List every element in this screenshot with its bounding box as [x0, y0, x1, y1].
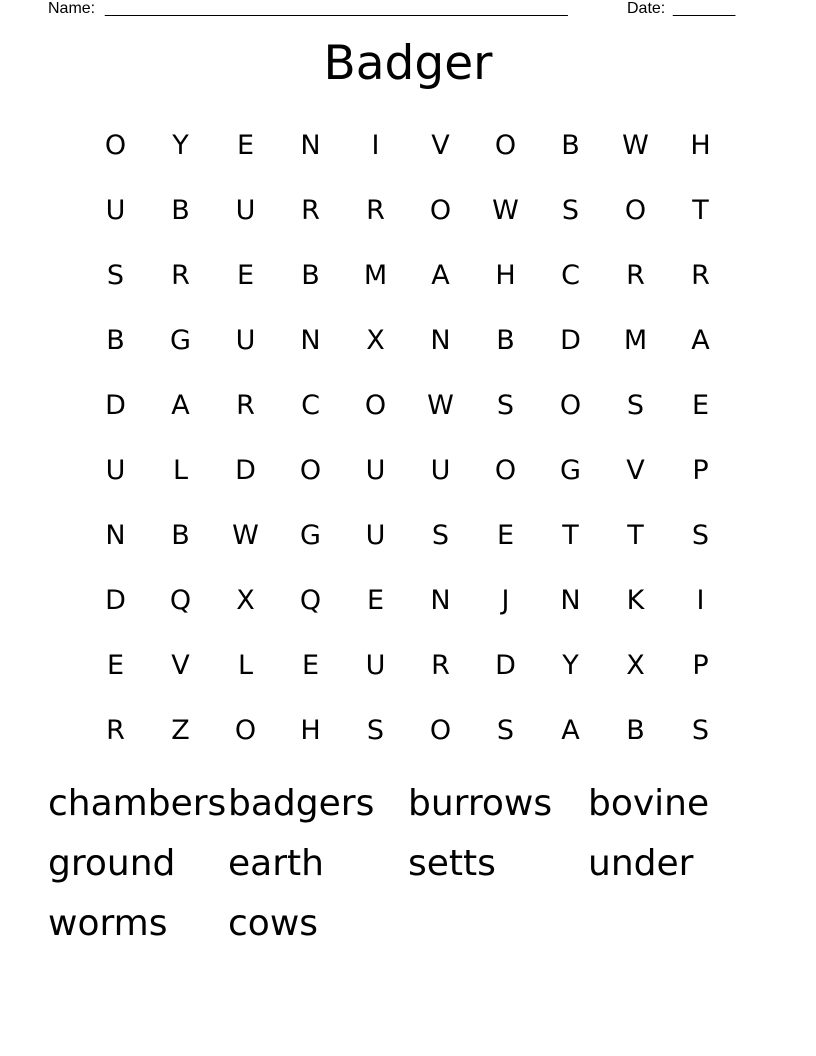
grid-letter: U	[235, 195, 256, 226]
grid-letter: E	[236, 130, 255, 161]
grid-letter: G	[170, 325, 191, 356]
grid-letter: A	[691, 325, 710, 356]
word-list-item: ground	[48, 843, 176, 884]
grid-letter: Z	[171, 715, 190, 746]
grid-letter: U	[105, 195, 126, 226]
worksheet-header	[48, 0, 748, 20]
grid-letter: D	[105, 585, 126, 616]
grid-letter: E	[236, 260, 255, 291]
grid-letter: S	[626, 390, 645, 421]
grid-letter: B	[106, 325, 125, 356]
grid-letter: O	[234, 715, 257, 746]
word-list-item: badgers	[228, 783, 375, 824]
grid-letter: R	[236, 390, 255, 421]
grid-letter: X	[366, 325, 385, 356]
word-list-item: cows	[228, 903, 319, 944]
grid-letter: O	[104, 130, 127, 161]
grid-letter: A	[431, 260, 450, 291]
grid-letter: O	[494, 130, 517, 161]
grid-letter: M	[623, 325, 648, 356]
grid-letter: O	[429, 715, 452, 746]
word-list-item: setts	[408, 843, 496, 884]
name-label: Name:	[48, 0, 96, 17]
grid-letter: D	[105, 390, 126, 421]
grid-letter: O	[364, 390, 387, 421]
grid-letter: Y	[562, 650, 579, 681]
grid-letter: I	[696, 585, 705, 616]
grid-letter: L	[237, 650, 254, 681]
grid-letter: D	[495, 650, 516, 681]
grid-letter: S	[496, 715, 515, 746]
grid-letter: R	[301, 195, 320, 226]
date-label: Date:	[627, 0, 666, 17]
grid-letter: Y	[172, 130, 189, 161]
grid-letter: A	[561, 715, 580, 746]
grid-letter: U	[365, 455, 386, 486]
grid-letter: D	[235, 455, 256, 486]
grid-letter: R	[691, 260, 710, 291]
grid-letter: O	[299, 455, 322, 486]
grid-letter: E	[301, 650, 320, 681]
grid-letter: B	[561, 130, 580, 161]
grid-letter: X	[236, 585, 255, 616]
grid-letter: E	[366, 585, 385, 616]
grid-letter: H	[690, 130, 711, 161]
grid-letter: B	[171, 195, 190, 226]
grid-letter: S	[431, 520, 450, 551]
grid-letter: E	[496, 520, 515, 551]
letter-grid	[83, 113, 733, 763]
grid-letter: R	[431, 650, 450, 681]
grid-letter: G	[300, 520, 321, 551]
word-list-item: bovine	[588, 783, 710, 824]
grid-letter: N	[300, 325, 321, 356]
grid-letter: C	[301, 390, 320, 421]
grid-letter: N	[430, 325, 451, 356]
grid-letter: W	[492, 195, 519, 226]
grid-letter: O	[494, 455, 517, 486]
grid-letter: L	[172, 455, 189, 486]
grid-letter: G	[560, 455, 581, 486]
grid-letter: B	[171, 520, 190, 551]
grid-letter: D	[560, 325, 581, 356]
grid-letter: S	[106, 260, 125, 291]
grid-letter: O	[624, 195, 647, 226]
grid-letter: P	[692, 455, 709, 486]
grid-letter: V	[626, 455, 645, 486]
grid-letter: N	[560, 585, 581, 616]
grid-letter: N	[105, 520, 126, 551]
grid-letter: O	[559, 390, 582, 421]
grid-letter: S	[691, 520, 710, 551]
grid-letter: W	[427, 390, 454, 421]
grid-letter: R	[106, 715, 125, 746]
grid-letter: R	[366, 195, 385, 226]
grid-letter: S	[561, 195, 580, 226]
grid-letter: E	[691, 390, 710, 421]
grid-letter: N	[300, 130, 321, 161]
grid-letter: I	[371, 130, 380, 161]
grid-letter: R	[626, 260, 645, 291]
grid-letter: W	[622, 130, 649, 161]
grid-letter: S	[366, 715, 385, 746]
grid-letter: U	[365, 650, 386, 681]
grid-letter: V	[431, 130, 450, 161]
grid-letter: C	[561, 260, 580, 291]
grid-letter: T	[627, 520, 644, 551]
grid-letter: B	[496, 325, 515, 356]
grid-letter: X	[626, 650, 645, 681]
grid-letter: U	[365, 520, 386, 551]
grid-letter: O	[429, 195, 452, 226]
page-title: Badger	[323, 36, 493, 91]
grid-letter: B	[626, 715, 645, 746]
word-list-item: worms	[48, 903, 168, 944]
grid-letter: Q	[299, 585, 322, 616]
grid-letter: E	[106, 650, 125, 681]
grid-letter: T	[562, 520, 579, 551]
grid-letter: T	[692, 195, 709, 226]
grid-letter: R	[171, 260, 190, 291]
grid-letter: A	[171, 390, 190, 421]
grid-letter: J	[501, 585, 510, 616]
word-list-item: under	[588, 843, 694, 884]
grid-letter: U	[235, 325, 256, 356]
word-list-item: chambers	[48, 783, 227, 824]
grid-letter: H	[300, 715, 321, 746]
grid-letter: S	[496, 390, 515, 421]
grid-letter: N	[430, 585, 451, 616]
grid-letter: U	[105, 455, 126, 486]
grid-letter: P	[692, 650, 709, 681]
grid-letter: K	[626, 585, 645, 616]
grid-letter: V	[171, 650, 190, 681]
name-blank-line: ____________________________________________________	[105, 0, 568, 17]
word-list	[48, 774, 768, 954]
grid-letter: H	[495, 260, 516, 291]
grid-letter: S	[691, 715, 710, 746]
grid-letter: Q	[169, 585, 192, 616]
word-list-item: burrows	[408, 783, 553, 824]
date-blank-line: _______	[673, 0, 736, 17]
grid-letter: W	[232, 520, 259, 551]
grid-letter: M	[363, 260, 388, 291]
grid-letter: B	[301, 260, 320, 291]
grid-letter: U	[430, 455, 451, 486]
word-list-item: earth	[228, 843, 324, 884]
